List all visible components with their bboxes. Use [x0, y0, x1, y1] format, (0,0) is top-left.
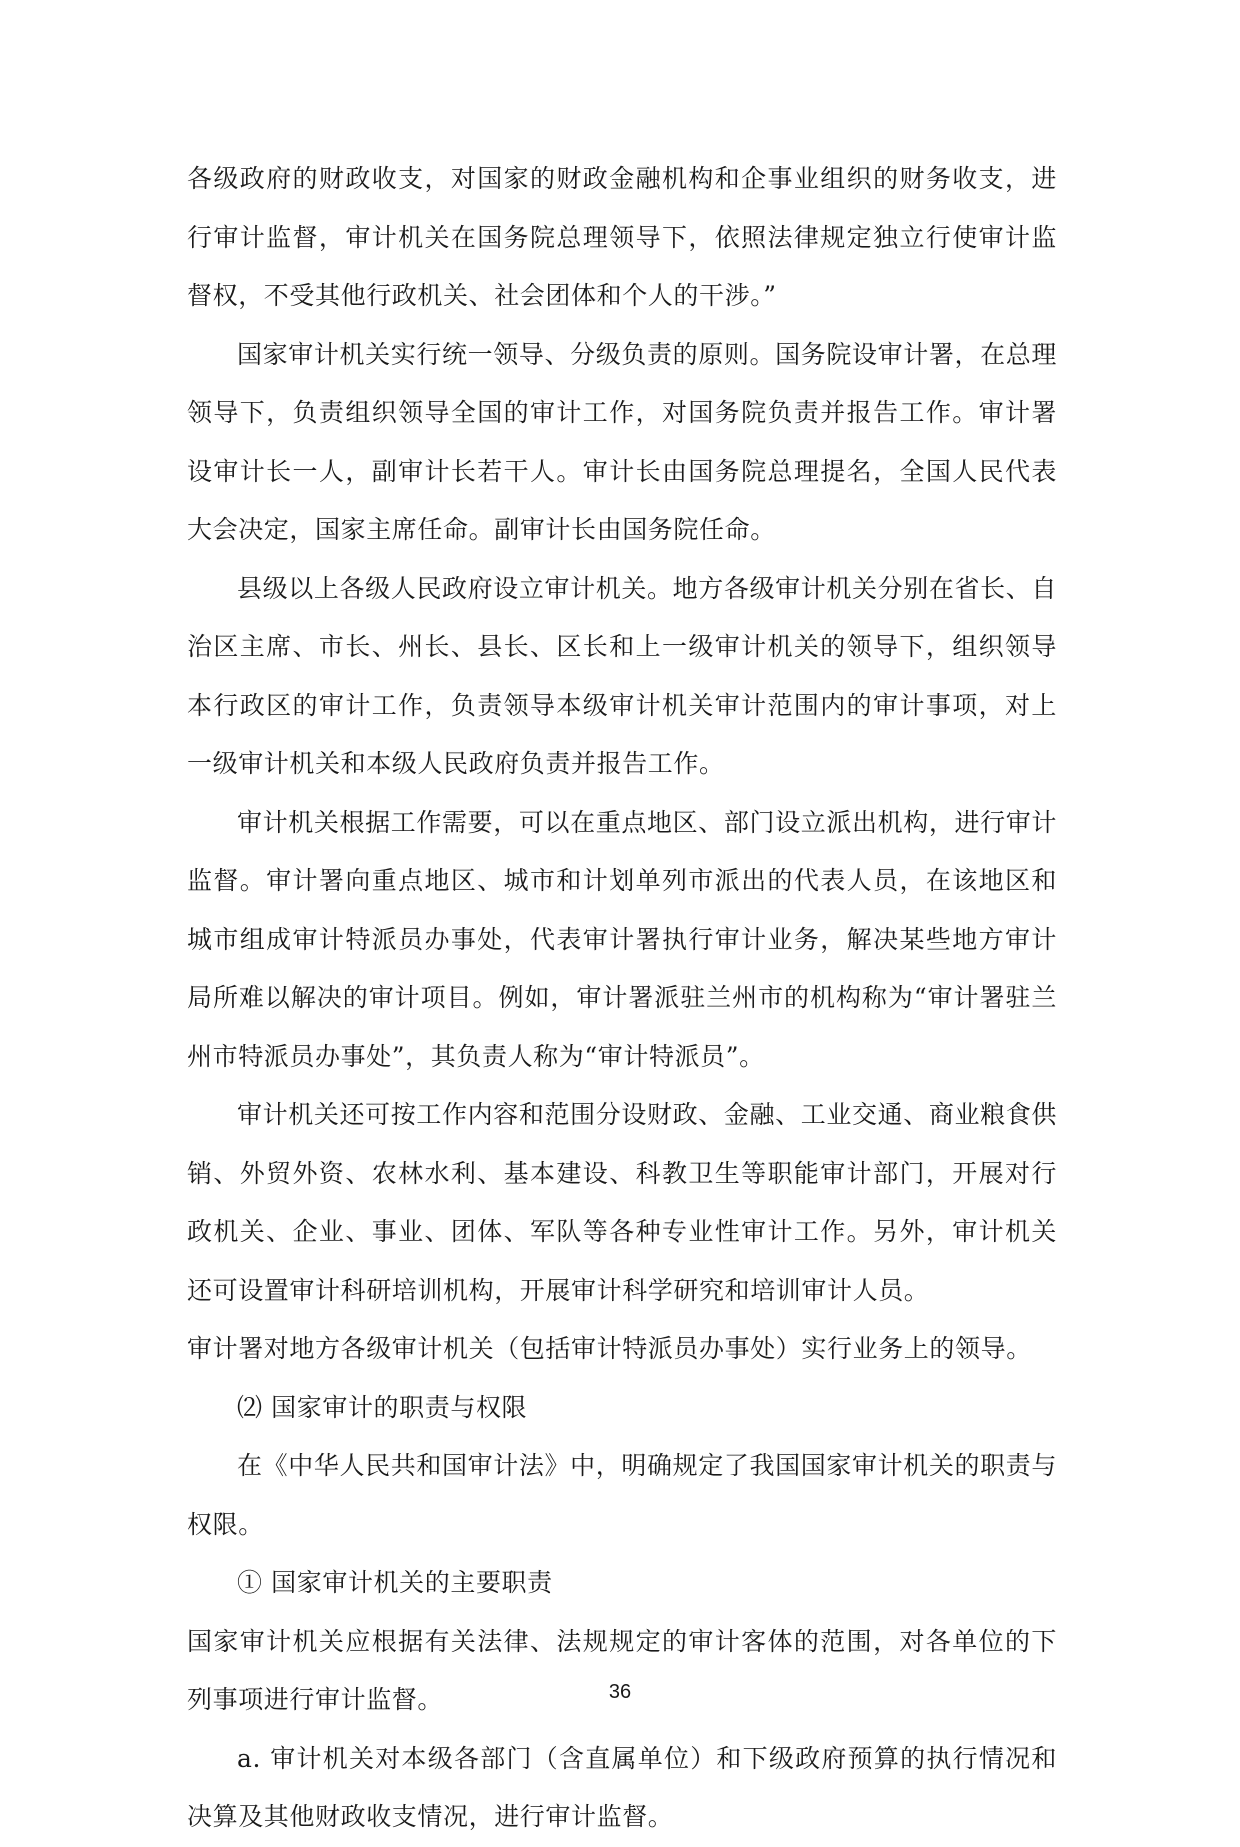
paragraph-10: 国家审计机关应根据有关法律、法规规定的审计客体的范围，对各单位的下列事项进行审计监督。: [187, 1626, 1057, 1714]
document-body: [187, 150, 1057, 1847]
list-item-a: a. 审计机关对本级各部门（含直属单位）和下级政府预算的执行情况和决算及其他财政收支情况，进行审计监督。: [187, 1743, 1057, 1831]
page-number: 36: [608, 1681, 632, 1703]
subsection-heading-main-duties: ① 国家审计机关的主要职责: [237, 1568, 553, 1597]
paragraph-3: 县级以上各级人民政府设立审计机关。地方各级审计机关分别在省长、自治区主席、市长、州长、县长、区长和上一级审计机关的领导下，组织领导本行政区的审计工作，负责领导本级审计机关审计范围内的审计事项，对上一级审计机关和本级人民政府负责并报告工作。: [187, 573, 1057, 778]
paragraph-1: 各级政府的财政收支，对国家的财政金融机构和企事业组织的财务收支，进行审计监督，审计机关在国务院总理领导下，依照法律规定独立行使审计监督权，不受其他行政机关、社会团体和个人的干涉。”: [187, 164, 1057, 310]
paragraph-6: 审计署对地方各级审计机关（包括审计特派员办事处）实行业务上的领导。: [187, 1334, 1032, 1363]
paragraph-8: 在《中华人民共和国审计法》中，明确规定了我国国家审计机关的职责与权限。: [187, 1451, 1057, 1539]
paragraph-4: 审计机关根据工作需要，可以在重点地区、部门设立派出机构，进行审计监督。审计署向重点地区、城市和计划单列市派出的代表人员，在该地区和城市组成审计特派员办事处，代表审计署执行审计业务，解决某些地方审计局所难以解决的审计项目。例如，审计署派驻兰州市的机构称为“审计署驻兰州市特派员办事处”，其负责人称为“审计特派员”。: [187, 807, 1057, 1071]
paragraph-5: 审计机关还可按工作内容和范围分设财政、金融、工业交通、商业粮食供销、外贸外资、农林水利、基本建设、科教卫生等职能审计部门，开展对行政机关、企业、事业、团体、军队等各种专业性审计工作。另外，审计机关还可设置审计科研培训机构，开展审计科学研究和培训审计人员。: [187, 1100, 1057, 1305]
section-heading-duties-powers: ⑵ 国家审计的职责与权限: [237, 1392, 528, 1422]
paragraph-2: 国家审计机关实行统一领导、分级负责的原则。国务院设审计署，在总理领导下，负责组织领导全国的审计工作，对国务院负责并报告工作。审计署设审计长一人，副审计长若干人。审计长由国务院总理提名，全国人民代表大会决定，国家主席任命。副审计长由国务院任命。: [187, 339, 1057, 544]
